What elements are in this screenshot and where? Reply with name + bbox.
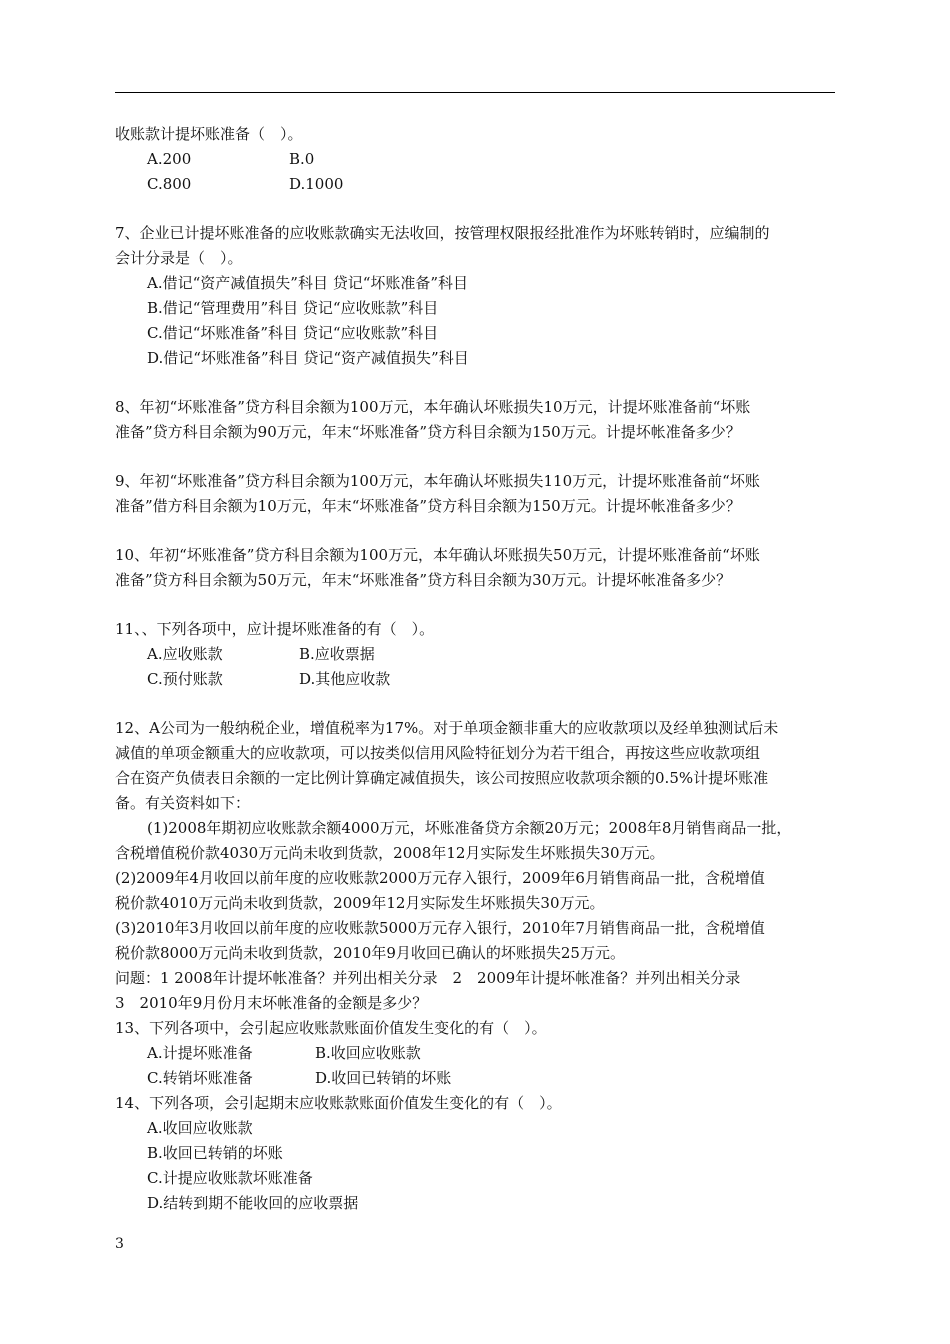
q13-option-a: A.计提坏账准备 (147, 1044, 253, 1062)
q8-line2: 准备”贷方科目余额为90万元，年末“坏账准备”贷方科目余额为150万元。计提坏帐准备多少？ (115, 423, 741, 441)
q13-options-row2 (115, 1066, 840, 1091)
q12-line2: 减值的单项金额重大的应收款项，可以按类似信用风险特征划分为若干组合，再按这些应收款项组 (115, 744, 761, 762)
q11-option-c: C.预付账款 (147, 670, 223, 688)
q12-line4: 备。有关资料如下： (115, 794, 251, 812)
q14-option-a: A.收回应收账款 (147, 1119, 253, 1137)
q9-line2: 准备”借方科目余额为10万元，年末“坏账准备”贷方科目余额为150万元。计提坏帐准备多少？ (115, 497, 741, 515)
q12-line1: 12、A公司为一般纳税企业，增值税率为17%。对于单项金额非重大的应收款项以及经单独测试后未 (115, 719, 779, 737)
q12-line3: 合在资产负债表日余额的一定比例计算确定减值损失，该公司按照应收款项余额的0.5%计提坏账准 (115, 769, 769, 787)
q12-item1-line2: 含税增值税价款4030万元尚未收到货款，2008年12月实际发生坏账损失30万元。 (115, 844, 665, 862)
q11-options-row2 (115, 667, 840, 692)
q13-options-row1 (115, 1041, 840, 1066)
q11-option-b: B.应收票据 (299, 645, 375, 663)
q10-line1: 10、年初“坏账准备”贷方科目余额为100万元，本年确认坏账损失50万元，计提坏账准备前“坏账 (115, 546, 760, 564)
q7-option-d: D.借记“坏账准备”科目 贷记“资产减值损失”科目 (147, 349, 469, 367)
q12-item3-line1: (3)2010年3月收回以前年度的应收账款5000万元存入银行，2010年7月销售商品一批，含税增值 (115, 919, 765, 937)
q9-line1: 9、年初“坏账准备”贷方科目余额为100万元，本年确认坏账损失110万元，计提坏账准备前“坏账 (115, 472, 760, 490)
q12-question-line2: 3 2010年9月份月末坏帐准备的金额是多少？ (115, 994, 428, 1012)
q11-stem: 11、、下列各项中，应计提坏账准备的有（ ）。 (115, 620, 435, 638)
q14-stem: 14、下列各项，会引起期末应收账款账面价值发生变化的有（ ）。 (115, 1094, 562, 1112)
q11-option-d: D.其他应收款 (299, 670, 391, 688)
q12-question-line1: 问题：1 2008年计提坏帐准备？并列出相关分录 2 2009年计提坏帐准备？并列出相关分录 (115, 969, 741, 987)
q6-option-d: D.1000 (289, 175, 344, 193)
q6-options-row2 (115, 172, 840, 197)
page-number: 3 (115, 1236, 124, 1252)
q10-line2: 准备”贷方科目余额为50万元，年末“坏账准备”贷方科目余额为30万元。计提坏帐准备多少？ (115, 571, 732, 589)
q12-item2-line2: 税价款4010万元尚未收到货款，2009年12月实际发生坏账损失30万元。 (115, 894, 605, 912)
q11-options-row1 (115, 642, 840, 667)
q7-option-b: B.借记“管理费用”科目 贷记“应收账款”科目 (147, 299, 439, 317)
q14-option-b: B.收回已转销的坏账 (147, 1144, 283, 1162)
q6-option-c: C.800 (147, 175, 192, 193)
q6-options-row1 (115, 147, 840, 172)
q6-stem: 收账款计提坏账准备（ ）。 (115, 125, 303, 143)
q12-item3-line2: 税价款8000万元尚未收到货款，2010年9月收回已确认的坏账损失25万元。 (115, 944, 625, 962)
q6-option-b: B.0 (289, 150, 315, 168)
q11-option-a: A.应收账款 (147, 645, 223, 663)
q12-item2-line1: (2)2009年4月收回以前年度的应收账款2000万元存入银行，2009年6月销售商品一批，含税增值 (115, 869, 765, 887)
q12-item1-line1: (1)2008年期初应收账款余额4000万元，坏账准备贷方余额20万元；2008年8月销售商品一批， (147, 819, 792, 837)
q8-line1: 8、年初“坏账准备”贷方科目余额为100万元，本年确认坏账损失10万元，计提坏账准备前“坏账 (115, 398, 751, 416)
q13-option-b: B.收回应收账款 (315, 1044, 421, 1062)
q14-option-c: C.计提应收账款坏账准备 (147, 1169, 313, 1187)
q13-option-d: D.收回已转销的坏账 (315, 1069, 452, 1087)
exercise-page (115, 122, 840, 1216)
q6-option-a: A.200 (147, 150, 192, 168)
q7-option-a: A.借记“资产减值损失”科目 贷记“坏账准备”科目 (147, 274, 469, 292)
q7-option-c: C.借记“坏账准备”科目 贷记“应收账款”科目 (147, 324, 439, 342)
q7-stem-line1: 7、企业已计提坏账准备的应收账款确实无法收回，按管理权限报经批准作为坏账转销时，应编制的 (115, 224, 770, 242)
header-rule (115, 92, 835, 93)
q13-stem: 13、下列各项中，会引起应收账款账面价值发生变化的有（ ）。 (115, 1019, 547, 1037)
q7-stem-line2: 会计分录是（ ）。 (115, 249, 243, 267)
q14-option-d: D.结转到期不能收回的应收票据 (147, 1194, 359, 1212)
q13-option-c: C.转销坏账准备 (147, 1069, 253, 1087)
